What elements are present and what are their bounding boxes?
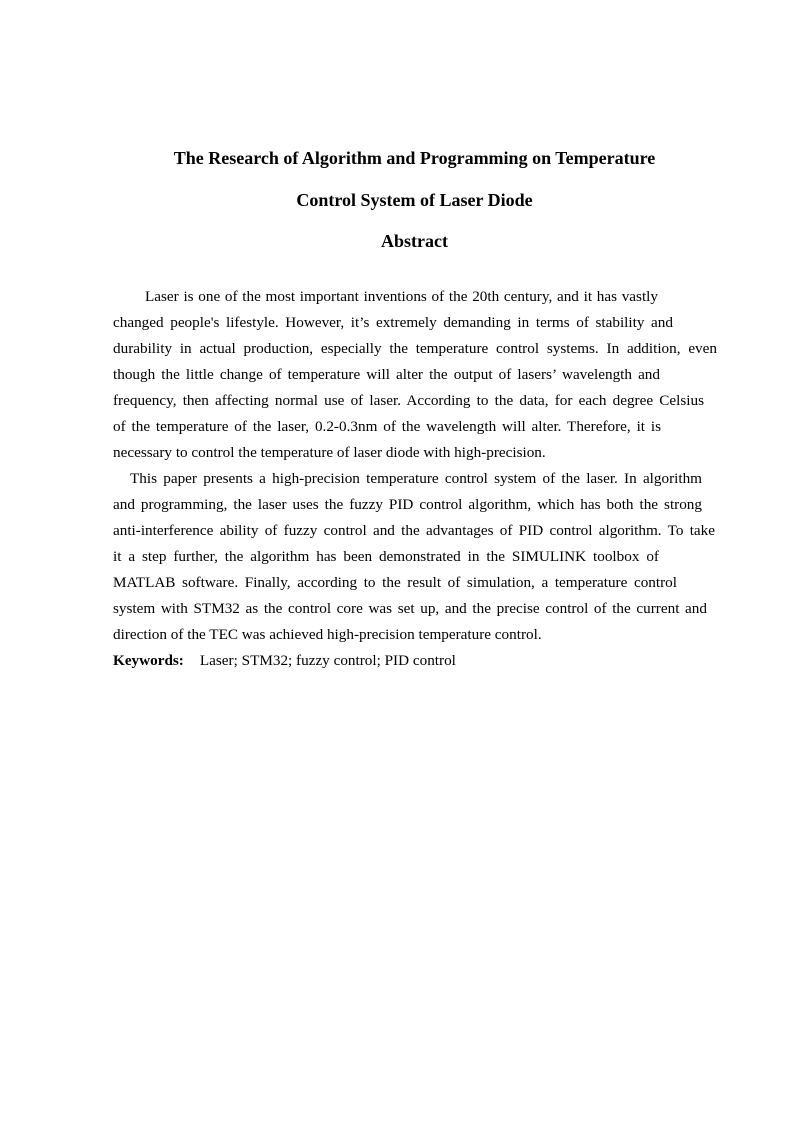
keywords-line [113,651,717,671]
abstract-p1-line-6: of the temperature of the laser, 0.2-0.3nm of the wavelength will alter. Therefore, it is [113,418,661,435]
abstract-p1-line-5: frequency, then affecting normal use of laser. According to the data, for each degree Celsius [113,392,704,409]
abstract-p2-line-5: MATLAB software. Finally, according to the result of simulation, a temperature control [113,574,677,591]
abstract-p1-line-2: changed people's lifestyle. However, it’s extremely demanding in terms of stability and [113,314,673,331]
abstract-p2-line-1: This paper presents a high-precision temperature control system of the laser. In algorithm [130,470,702,487]
keywords-value: Laser; STM32; fuzzy control; PID control [199,652,456,669]
paper-title-line-2: Control System of Laser Diode [296,190,533,210]
abstract-p2-line-3: anti-interference ability of fuzzy control and the advantages of PID control algorithm. To take [113,522,715,539]
abstract-p2-line-7: direction of the TEC was achieved high-precision temperature control. [113,626,542,643]
abstract-p1-line-1: Laser is one of the most important inventions of the 20th century, and it has vastly [145,288,658,305]
abstract-p1-line-3: durability in actual production, especially the temperature control systems. In addition, even [113,340,717,357]
abstract-p2-line-4: it a step further, the algorithm has been demonstrated in the SIMULINK toolbox of [113,548,659,565]
abstract-p2-line-6: system with STM32 as the control core was set up, and the precise control of the current and [113,600,707,617]
abstract-p1-line-7: necessary to control the temperature of laser diode with high-precision. [113,444,546,461]
keywords-label: Keywords: [113,652,184,669]
abstract-p2-line-2: and programming, the laser uses the fuzzy PID control algorithm, which has both the strong [113,496,702,513]
abstract-heading: Abstract [381,231,448,251]
paper-title-line-1: The Research of Algorithm and Programming on Temperature [173,148,656,168]
abstract-p1-line-4: though the little change of temperature will alter the output of lasers’ wavelength and [113,366,660,383]
